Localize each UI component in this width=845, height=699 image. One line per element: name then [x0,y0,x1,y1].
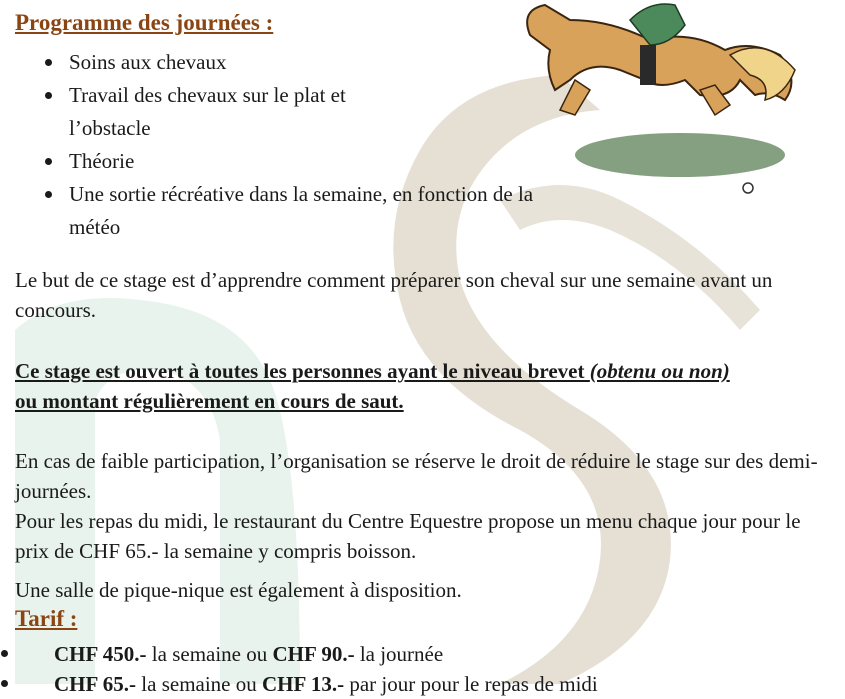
open-paragraph: Ce stage est ouvert à toutes les personnes ayant le niveau brevet (obtenu ou non) ou montant régulièrement en cours de saut. [15,359,730,413]
bullet-icon [45,59,52,66]
tarif-list [0,639,598,699]
programme-list [15,46,575,244]
goal-paragraph: Le but de ce stage est d’apprendre comment préparer son cheval sur une semaine avant un concours. [15,268,773,322]
list-item: Soins aux chevaux [15,46,575,79]
programme-heading: Programme des journées : [15,10,274,35]
bullet-icon [45,191,52,198]
list-item: Travail des chevaux sur le plat et l’obstacle [15,79,399,145]
list-item: Théorie [15,145,575,178]
list-item: CHF 450.- la semaine ou CHF 90.- la journée [0,639,598,669]
tarif-heading: Tarif : [15,606,78,631]
participation-paragraph: En cas de faible participation, l’organisation se réserve le droit de réduire le stage sur des demi-journées. [15,449,818,503]
meals-paragraph: Pour les repas du midi, le restaurant du Centre Equestre propose un menu chaque jour pour le prix de CHF 65.- la semaine y compris boisson. [15,509,801,563]
bullet-icon [45,92,52,99]
bullet-icon [1,650,8,657]
picnic-paragraph: Une salle de pique-nique est également à disposition. [15,578,462,602]
list-item: CHF 65.- la semaine ou CHF 13.- par jour pour le repas de midi [0,669,598,699]
bullet-icon [45,158,52,165]
list-item: Une sortie récréative dans la semaine, en fonction de la météo [15,178,559,244]
